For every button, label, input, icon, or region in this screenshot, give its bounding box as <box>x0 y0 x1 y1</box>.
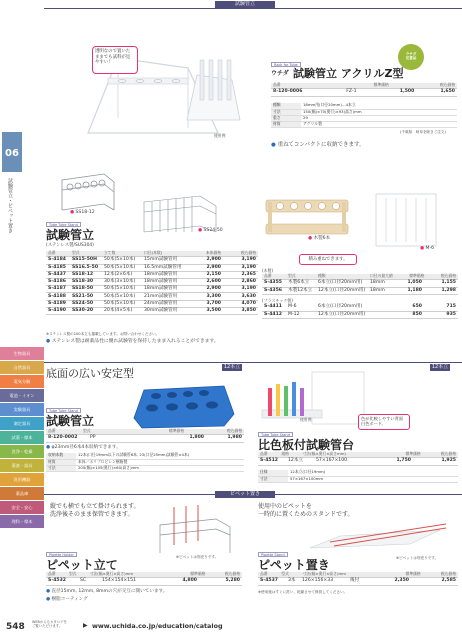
pipette-holder-title: ピペット置き <box>258 558 330 572</box>
chapter-vertical-title: 試験管立・ピペット置き <box>7 178 13 233</box>
stainless-subtitle: (ステンレス製/SUS304) <box>46 243 94 248</box>
sidebar-item-2[interactable]: 電気分解 <box>0 375 44 388</box>
blue-rack-title: 試験管立 <box>46 414 95 428</box>
acrylic-title: 試験管立 アクリルZ型 <box>293 67 404 80</box>
mid-rule <box>44 362 462 363</box>
table-row: S-4187 SS18-50 50本(5×10本) 18mm試験管用 2,900 3,190 <box>48 286 256 292</box>
blue-rack-spec: 収納本数 12本(口径19mm以下の試験管6本, 23(口径25mm)試験管×4本) 材質 本体／ポリプロピレン樹脂製 寸法 205(幅)×105(奥行)×60(高さ)mm <box>46 453 244 472</box>
plastic-label: ● M-6 <box>420 246 435 251</box>
blue-rack-heading: 底面の広い安定型 <box>46 367 134 380</box>
pipette-stand-callout: 縦でも横でも立て掛けられます。 洗浄後そのまま保管できます。 <box>50 503 140 518</box>
table-row: S-4512 12本立 57×167×100 1,750 1,925 <box>260 458 456 464</box>
table-row: 8-120-0002 PP 1,800 1,980 <box>48 435 242 441</box>
wood-table-header: 品番 型式 種類 口径の最大値 標準価格 税込価格 <box>264 273 456 279</box>
footer-url-link[interactable]: www.uchida.co.jp/education/catalog <box>92 622 223 630</box>
color-rack-photo <box>258 370 368 428</box>
table-row: S-4537 3本 126×156×33 後付 2,350 2,585 <box>260 578 456 584</box>
color-rack-tag: 12本立 <box>431 364 449 370</box>
section-band-top: 試験管立 <box>215 1 275 8</box>
footer-small-text: WEBからもカタログを ご覧いただけます。 <box>32 620 67 629</box>
stainless-brand: Tube Tube Stand <box>46 222 81 227</box>
wood-group-label: (木製) <box>262 268 274 273</box>
sidebar-item-4[interactable]: 実験器具 <box>0 403 44 416</box>
plastic-group-label: (プラスチック製) <box>262 298 293 303</box>
wood-table <box>262 280 458 295</box>
sidebar-item-6[interactable]: 試薬・標本 <box>0 431 44 444</box>
pipette-holder-callout: 使用中のピペットを 一時的に置くためのスタンドです。 <box>258 503 354 518</box>
blue-rack-brand: Tube Tube Stand <box>46 408 81 413</box>
plastic-rack-photo <box>372 190 442 250</box>
section-rule-top <box>44 8 462 9</box>
acrylic-footnote: (千葉県 岐阜を除きご注文) <box>400 130 446 134</box>
acrylic-bullet: ● 重ねてコンパクトに収納できます。 <box>271 142 365 148</box>
pipette-holder-caption: ※ピペットは別売りです。 <box>396 556 439 560</box>
section-band-pipette: ピペット置き <box>215 491 275 498</box>
blue-rack-tag: 12本立 <box>223 364 241 370</box>
acrylic-rack-usage-photo <box>182 55 242 125</box>
acrylic-callout: 透明なので置いた ままでも試料が見 やすい！ <box>92 46 138 74</box>
blue-rack-photo <box>128 378 238 430</box>
table-row: S-4189 SS24-50 50本(5×10本) 24mm試験管用 3,700 4,070 <box>48 300 256 306</box>
sidebar-item-7[interactable]: 洗浄・乾燥 <box>0 445 44 458</box>
pipette-stand-table <box>46 578 242 586</box>
sidebar-item-9[interactable]: 汎用機器 <box>0 473 44 486</box>
wooden-label: ● 木製6本 <box>308 236 331 241</box>
table-row: S-4190 SS30-20 20本(4×5本) 30mm試験管用 3,500 3,850 <box>48 308 256 314</box>
table-row: S-4356 木製12本立 12本立(口径20mm用) 18mm 1,180 1,298 <box>264 287 456 293</box>
color-rack-title: 比色板付試験管台 <box>258 438 355 452</box>
stainless-title: 試験管立 <box>46 228 95 242</box>
pipette-holder-table-header: 品番 型式 寸法(幅×奥行×高さ)mm 標準価格 税込価格 <box>260 571 456 577</box>
sidebar-item-5[interactable]: 測定器具 <box>0 417 44 430</box>
sidebar-item-8[interactable]: 薬液・器具 <box>0 459 44 472</box>
stainless-note: ※ステンレス製の100本立も掲載しています。お問い合わせください。 <box>46 332 160 336</box>
table-row: S-4355 木製6本立 6本立(口径20mm用) 18mm 1,050 1,155 <box>264 280 456 286</box>
stainless-table-header: 品番 型式 立て数 口径(本数) 本体価格 税込価格 <box>48 250 256 256</box>
table-row: S-4437 SS18-12 12本(2×6本) 18mm試験管用 2,150 2,365 <box>48 272 256 278</box>
acrylic-maker: ウチダ <box>271 70 289 77</box>
pipette-stand-bullet-2: ● 樹脂コーティング <box>46 597 88 602</box>
pipette-stand-title: ピペット立て <box>46 558 118 572</box>
pipette-holder-note: ※使用後はすぐに洗い、乾燥させて保管してください。 <box>258 590 348 594</box>
pipette-holder-photo <box>300 520 450 556</box>
sidebar-item-11[interactable]: 安全・安心 <box>0 501 44 514</box>
table-row: S-4412 M-12 12本立(口径20mm用) 850 935 <box>264 311 456 317</box>
pipette-stand-table-header: 品番 型式 寸法(幅×奥行×高さ)mm 標準価格 税込価格 <box>48 571 240 577</box>
blue-rack-table <box>46 435 244 443</box>
acrylic-spec-table: 種類 18mm用(口径20mm)…4本立 寸法 150(幅)×70(奥行)×93(高さ)mm 重さ 29 材質 アクリル製 <box>271 103 457 128</box>
table-row: 8-120-0006 FZ-1 1,500 1,650 <box>273 89 455 95</box>
sidebar-item-3[interactable]: 電池・イオン <box>0 389 44 402</box>
stainless-small-label: ● SS18-12 <box>70 210 95 215</box>
wooden-rack-photo <box>262 180 352 240</box>
color-rack-table <box>258 458 458 466</box>
stainless-large-label: ● SS24-50 <box>198 228 223 233</box>
table-row: S-4411 M-6 6本立(口径20mm用) 650 715 <box>264 304 456 310</box>
chapter-number: 06 <box>2 132 22 172</box>
color-rack-table-header: 品番 規格 寸法(幅×奥行×高さmm) 標準価格 税込価格 <box>260 451 456 457</box>
stainless-table <box>46 257 258 315</box>
badge-standard: ウチダ 定番品 <box>398 44 424 70</box>
footer-arrow-icon: ▶ <box>83 622 88 629</box>
wood-callout: 積み重ねできます。 <box>299 254 357 265</box>
acrylic-table <box>271 89 457 97</box>
blue-rack-bullet: ● φ23mm径6本4本収納できます。 <box>46 445 121 450</box>
blue-rack-table-header: 品番 型式 標準価格 税込価格 <box>48 428 242 434</box>
table-row: S-4184 SS15-50H 50本(5×10本) 15mm試験管用 2,900 3,190 <box>48 257 256 263</box>
sidebar-item-1[interactable]: 自然器具 <box>0 361 44 374</box>
pipette-holder-brand: Pipette Stand <box>258 552 288 557</box>
sidebar-item-10[interactable]: 薬品庫 <box>0 487 44 500</box>
pipette-holder-table <box>258 578 458 586</box>
color-rack-spec: 仕様 12本立(口径19mm) 寸法 57×167×100mm <box>258 470 458 483</box>
table-row: S-4186 SS18-30 30本(3×10本) 18mm試験管用 2,600 2,860 <box>48 279 256 285</box>
color-rack-brand: Tube Tube Stand <box>258 432 293 437</box>
pipette-stand-photo <box>150 505 236 557</box>
pipette-stand-caption: ※ピペットは別売りです。 <box>176 555 219 559</box>
page-number: 548 <box>6 622 25 632</box>
pipette-stand-brand: Pipette Holder <box>46 552 77 557</box>
color-rack-caption: 使用例 <box>300 417 312 422</box>
chapter-strip <box>0 0 44 350</box>
pipette-stand-bullet-1: ● 直径15mm, 12mm, 8mmの穴が交互に開いています。 <box>46 589 168 594</box>
table-row: S-4188 SS21-50 50本(5×10本) 21mm試験管用 3,300 3,630 <box>48 293 256 299</box>
acrylic-table-header: 品番 標準価格 税込価格 <box>273 82 455 88</box>
acrylic-brand: Rack for Tube <box>271 62 301 67</box>
sidebar-item-0[interactable]: 生物器具 <box>0 347 44 360</box>
stainless-bullet: ● ステンレス製は耐薬品性に優れ試験管を保持したまま入れることができます。 <box>46 339 219 344</box>
acrylic-caption: 使用例 <box>214 133 226 138</box>
color-rack-callout: 色が比較しやすい背面 白色ボード。 <box>358 414 410 430</box>
plastic-table <box>262 304 458 319</box>
table-row: S-4185 SS16.5-50 50本(5×10本) 16.5mm試験管用 2,900 3,190 <box>48 264 256 270</box>
sidebar-item-12[interactable]: 理科・標本 <box>0 515 44 528</box>
table-row: S-4532 SC 154×154×151 4,800 5,280 <box>48 578 240 584</box>
